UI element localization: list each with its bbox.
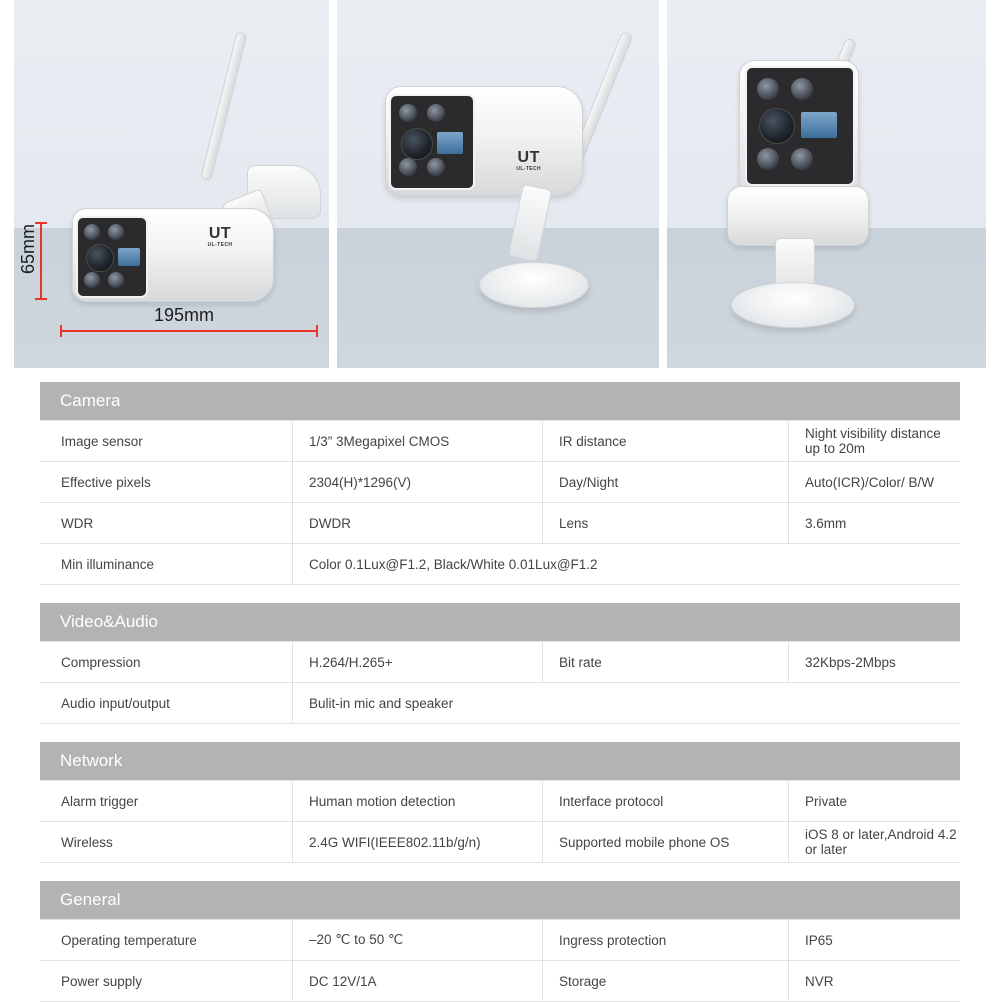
- spec-value: Auto(ICR)/Color/ B/W: [789, 462, 961, 503]
- spec-value: Private: [789, 781, 961, 822]
- lens-icon: [759, 108, 795, 144]
- brand-subtitle: UL-TECH: [207, 242, 233, 248]
- product-photo-2: [337, 0, 660, 368]
- lens-icon: [401, 128, 433, 160]
- brand-logo: [499, 150, 559, 172]
- table-row: [40, 920, 960, 961]
- spec-value: iOS 8 or later,Android 4.2 or later: [789, 822, 961, 863]
- spec-key: Operating temperature: [40, 920, 293, 961]
- spec-value: 3.6mm: [789, 503, 961, 544]
- spec-key: Audio input/output: [40, 683, 293, 724]
- table-row: [40, 503, 960, 544]
- spec-key: Image sensor: [40, 421, 293, 462]
- ir-led-icon: [84, 272, 100, 288]
- spec-key: Compression: [40, 642, 293, 683]
- camera-front-face: [745, 66, 855, 186]
- section-title: Network: [40, 742, 960, 780]
- ir-led-icon: [427, 158, 445, 176]
- ir-led-icon: [108, 224, 124, 240]
- product-photo-1: [14, 0, 329, 368]
- spec-value: DWDR: [293, 503, 543, 544]
- spec-value: 2.4G WIFI(IEEE802.11b/g/n): [293, 822, 543, 863]
- table-row: [40, 822, 960, 863]
- product-photo-strip: [0, 0, 1000, 368]
- table-row: [40, 544, 960, 585]
- light-strip: [801, 112, 837, 138]
- spec-value: 2304(H)*1296(V): [293, 462, 543, 503]
- section-title: General: [40, 881, 960, 919]
- spec-key: Day/Night: [543, 462, 789, 503]
- antenna-icon: [200, 31, 247, 181]
- spec-key: Ingress protection: [543, 920, 789, 961]
- table-row: [40, 961, 960, 1002]
- spec-key: Storage: [543, 961, 789, 1002]
- table-row: [40, 683, 960, 724]
- spec-key: Effective pixels: [40, 462, 293, 503]
- specifications: [0, 368, 1000, 1002]
- spec-value: H.264/H.265+: [293, 642, 543, 683]
- spec-table: [40, 919, 960, 1002]
- ir-led-icon: [399, 158, 417, 176]
- lens-icon: [86, 244, 114, 272]
- ir-led-icon: [84, 224, 100, 240]
- spec-key: IR distance: [543, 421, 789, 462]
- spec-value: Color 0.1Lux@F1.2, Black/White 0.01Lux@F1.2: [293, 544, 961, 585]
- brand-name: UT: [517, 149, 540, 166]
- ir-led-icon: [791, 78, 813, 100]
- light-strip: [437, 132, 463, 154]
- brand-name: UT: [208, 225, 232, 242]
- height-dimension-line: [40, 222, 42, 300]
- ir-led-icon: [108, 272, 124, 288]
- section-video-audio: [40, 603, 960, 724]
- spec-key: Interface protocol: [543, 781, 789, 822]
- light-strip: [118, 248, 140, 266]
- spec-table: [40, 420, 960, 585]
- section-general: [40, 881, 960, 1002]
- spec-value: IP65: [789, 920, 961, 961]
- spec-value: 32Kbps-2Mbps: [789, 642, 961, 683]
- table-row: [40, 462, 960, 503]
- width-dimension-line: [60, 330, 318, 332]
- ir-led-icon: [757, 148, 779, 170]
- camera-front-face: [389, 94, 475, 190]
- spec-value: Human motion detection: [293, 781, 543, 822]
- height-dimension-label: 65mm: [18, 224, 38, 275]
- spec-table: [40, 641, 960, 724]
- spec-value: DC 12V/1A: [293, 961, 543, 1002]
- spec-key: Min illuminance: [40, 544, 293, 585]
- section-title: Camera: [40, 382, 960, 420]
- spec-key: Wireless: [40, 822, 293, 863]
- camera-rear-housing: [727, 186, 869, 246]
- section-camera: [40, 382, 960, 585]
- brand-subtitle: UL-TECH: [516, 166, 542, 172]
- product-photo-3: [667, 0, 986, 368]
- width-dimension-label: 195mm: [154, 305, 215, 325]
- spec-key: WDR: [40, 503, 293, 544]
- ir-led-icon: [791, 148, 813, 170]
- mount-base: [479, 262, 589, 308]
- table-row: [40, 781, 960, 822]
- spec-table: [40, 780, 960, 863]
- spec-key: Power supply: [40, 961, 293, 1002]
- spec-value: 1/3” 3Megapixel CMOS: [293, 421, 543, 462]
- table-row: [40, 642, 960, 683]
- section-network: [40, 742, 960, 863]
- spec-value: –20 ℃ to 50 ℃: [293, 920, 543, 961]
- mount-base: [731, 282, 855, 328]
- spec-key: Bit rate: [543, 642, 789, 683]
- ir-led-icon: [427, 104, 445, 122]
- spec-value: NVR: [789, 961, 961, 1002]
- brand-logo: [190, 226, 250, 248]
- spec-key: Lens: [543, 503, 789, 544]
- section-title: Video&Audio: [40, 603, 960, 641]
- spec-value: Bulit-in mic and speaker: [293, 683, 961, 724]
- spec-value: Night visibility distance up to 20m: [789, 421, 961, 462]
- spec-key: Alarm trigger: [40, 781, 293, 822]
- ir-led-icon: [399, 104, 417, 122]
- spec-key: Supported mobile phone OS: [543, 822, 789, 863]
- camera-front-face: [76, 216, 148, 298]
- table-row: [40, 421, 960, 462]
- ir-led-icon: [757, 78, 779, 100]
